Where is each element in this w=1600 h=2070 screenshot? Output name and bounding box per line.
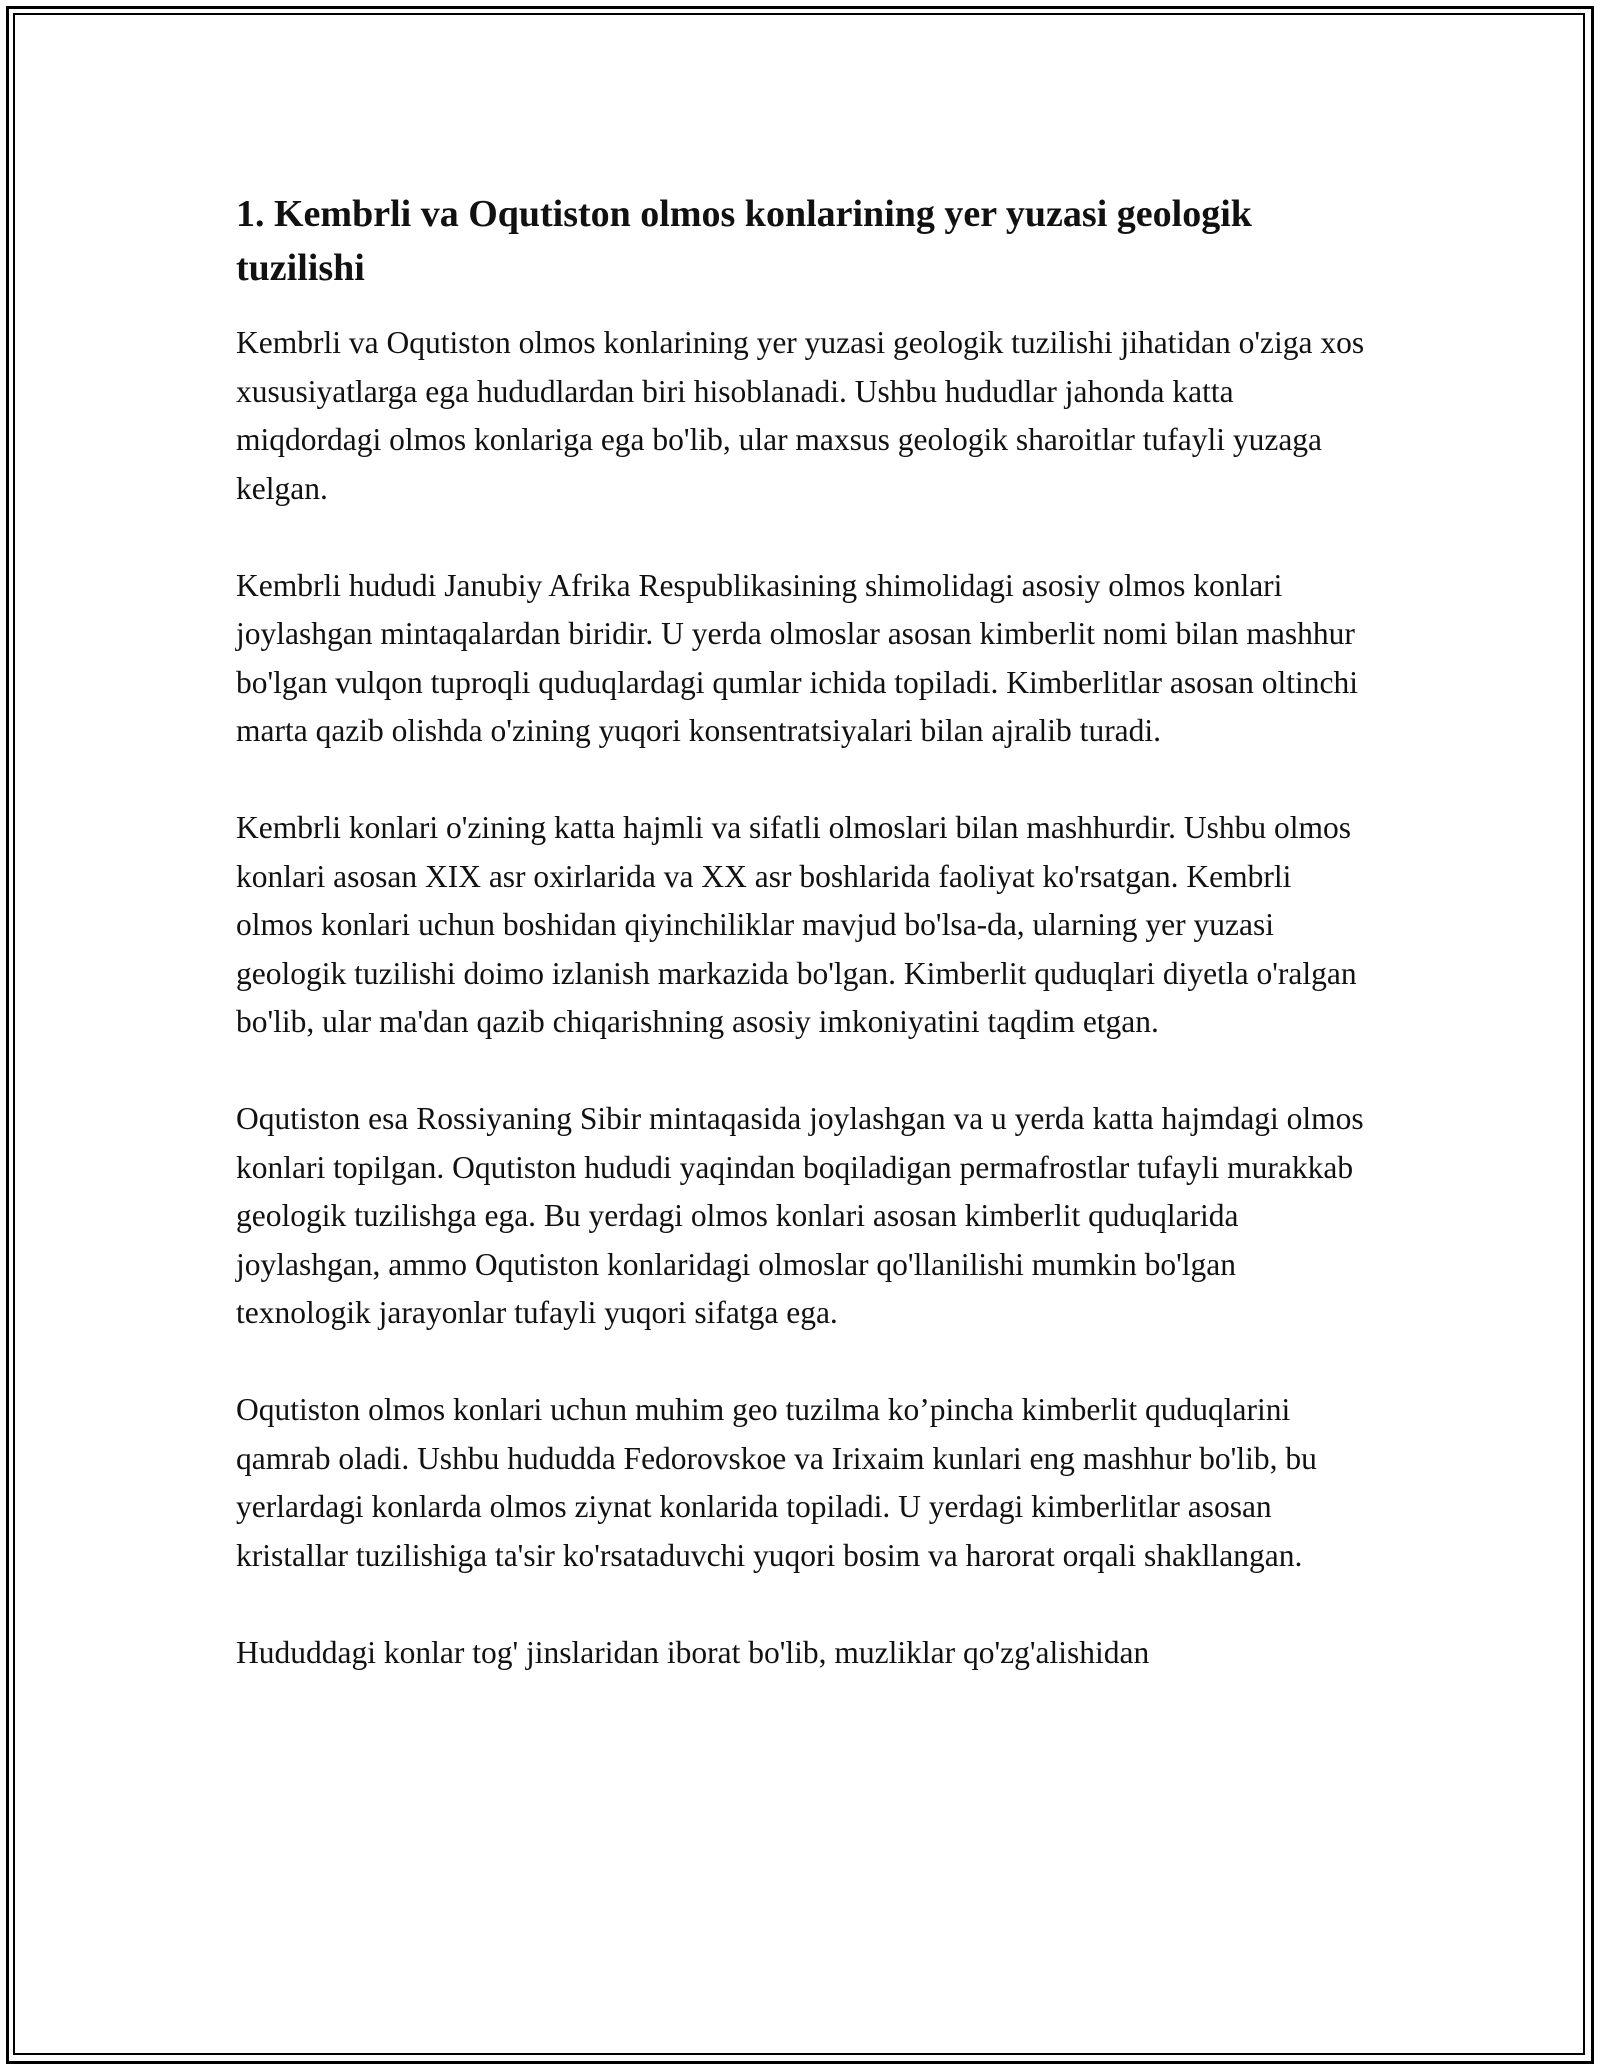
paragraph-2: Kembrli hududi Janubiy Afrika Respublikasining shimolidagi asosiy olmos konlari joylashgan mintaqalardan biridir. U yerda olmoslar asosan kimberlit nomi bilan mashhur bo'lgan vulqon tuproqli quduqlardagi qumlar ichida topiladi. Kimberlitlar asosan oltinchi marta qazib olishda o'zining yuqori konsentratsiyalari bilan ajralib turadi. xyxy=(236,567,1358,748)
section-heading: 1. Kembrli va Oqutiston olmos konlarining yer yuzasi geologik tuzilishi xyxy=(236,193,1252,289)
paragraph-3: Kembrli konlari o'zining katta hajmli va sifatli olmoslari bilan mashhurdir. Ushbu olmos konlari asosan XIX asr oxirlarida va XX asr boshlarida faoliyat ko'rsatgan. Kembrli olmos konlari uchun boshidan qiyinchiliklar mavjud bo'lsa-da, ularning yer yuzasi geologik tuzilishi doimo izlanish markazida bo'lgan. Kimberlit quduqlari diyetla o'ralgan bo'lib, ular ma'dan qazib chiqarishning asosiy imkoniyatini taqdim etgan. xyxy=(236,810,1357,1039)
paragraph-6: Hududdagi konlar tog' jinslaridan iborat bo'lib, muzliklar qo'zg'alishidan xyxy=(236,1634,1150,1670)
document-body xyxy=(236,187,1366,1726)
paragraph-1: Kembrli va Oqutiston olmos konlarining yer yuzasi geologik tuzilishi jihatidan o'ziga xos xususiyatlarga ega hududlardan biri hisoblanadi. Ushbu hududlar jahonda katta miqdordagi olmos konlariga ega bo'lib, ular maxsus geologik sharoitlar tufayli yuzaga kelgan. xyxy=(236,325,1365,506)
paragraph-5: Oqutiston olmos konlari uchun muhim geo tuzilma ko’pincha kimberlit quduqlarini qamrab oladi. Ushbu hududda Fedorovskoe va Irixaim kunlari eng mashhur bo'lib, bu yerlardagi konlarda olmos ziynat konlarida topiladi. U yerdagi kimberlitlar asosan kristallar tuzilishiga ta'sir ko'rsataduvchi yuqori bosim va harorat orqali shakllangan. xyxy=(236,1392,1317,1573)
paragraph-4: Oqutiston esa Rossiyaning Sibir mintaqasida joylashgan va u yerda katta hajmdagi olmos konlari topilgan. Oqutiston hududi yaqindan boqiladigan permafrostlar tufayli murakkab geologik tuzilishga ega. Bu yerdagi olmos konlari asosan kimberlit quduqlarida joylashgan, ammo Oqutiston konlaridagi olmoslar qo'llanilishi mumkin bo'lgan texnologik jarayonlar tufayli yuqori sifatga ega. xyxy=(236,1101,1364,1330)
